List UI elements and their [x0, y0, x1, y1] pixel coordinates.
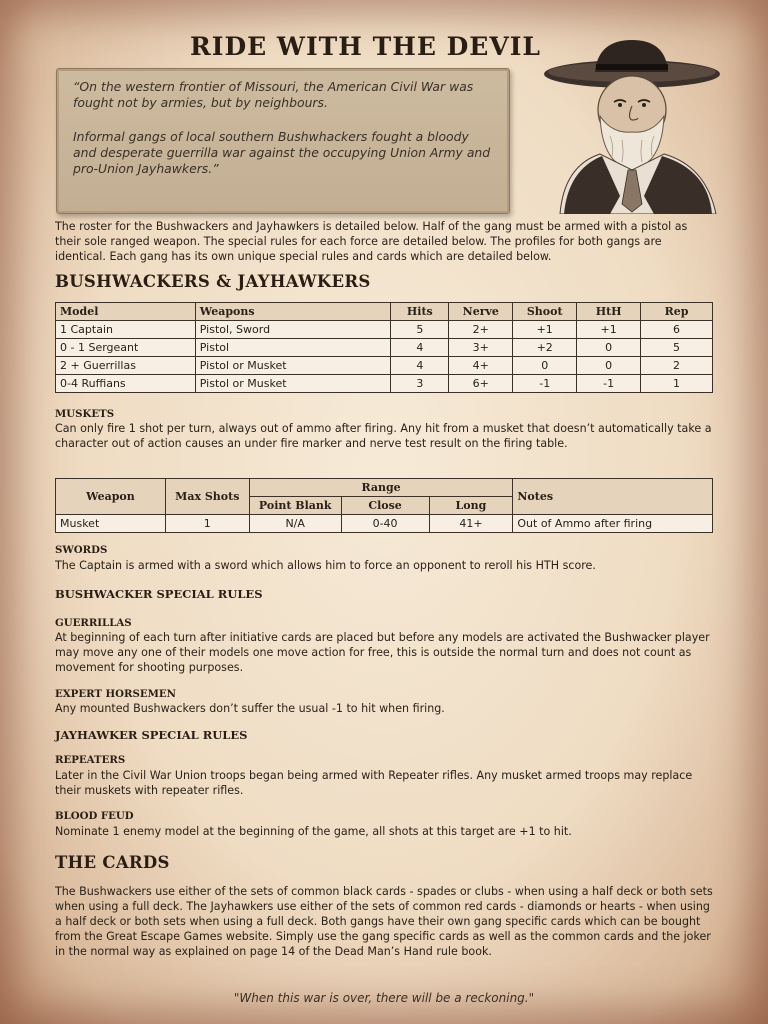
muskets-heading: MUSKETS	[55, 408, 115, 420]
cards-heading: THE CARDS	[55, 853, 170, 872]
roster-cell-model: 2 + Guerrillas	[56, 357, 196, 375]
roster-col-hits: Hits	[391, 303, 449, 321]
roster-cell-hth: 0	[577, 357, 641, 375]
roster-col-model: Model	[56, 303, 196, 321]
cards-text: The Bushwackers use either of the sets of common black cards - spades or clubs - when using a half deck or both sets when using a full deck. The Jayhawkers use either of the sets of common red cards - diamonds or hearts - when using a half deck or both sets when using a full deck. Both gangs have their own gang specific cards which can be bought from the Great Escape Games website. Simply use the gang specific cards as well as the common cards and the joker in the normal way as explained on page 14 of the Dead Man’s Hand rule book.	[55, 885, 713, 958]
quote-paragraph-1: “On the western frontier of Missouri, the American Civil War was fought not by armies, but by neighbours.	[73, 79, 474, 110]
jayhawker-rules-heading: JAYHAWKER SPECIAL RULES	[55, 728, 248, 742]
quote-box	[56, 68, 510, 214]
roster-cell-shoot: +2	[513, 339, 577, 357]
weapon-col-range: Range	[249, 479, 513, 497]
guerrillas-heading: GUERRILLAS	[55, 617, 132, 629]
weapon-col-close: Close	[341, 497, 429, 515]
roster-cell-hits: 3	[391, 375, 449, 393]
roster-cell-hth: +1	[577, 321, 641, 339]
swords-heading: SWORDS	[55, 544, 108, 556]
roster-cell-rep: 2	[641, 357, 713, 375]
weapon-header-row	[56, 479, 713, 497]
weapon-cell-weapon: Musket	[56, 515, 166, 533]
roster-cell-weapons: Pistol	[195, 339, 391, 357]
roster-cell-nerve: 2+	[449, 321, 513, 339]
weapon-cell-notes: Out of Ammo after firing	[513, 515, 713, 533]
blood-feud-heading: BLOOD FEUD	[55, 810, 134, 822]
weapon-col-long: Long	[429, 497, 513, 515]
roster-cell-weapons: Pistol or Musket	[195, 375, 391, 393]
quote-paragraph-2: Informal gangs of local southern Bushwhackers fought a bloody and desperate guerrilla war against the occupying Union Army and pro-Union Jayhawkers.”	[73, 129, 491, 176]
table-row	[56, 357, 713, 375]
guerrillas-text: At beginning of each turn after initiative cards are placed but before any models are activated the Bushwacker player may move any one of their models one move action for free, this is outside the normal turn and does not count as movement for shooting purposes.	[55, 631, 710, 674]
roster-table	[55, 302, 713, 393]
muskets-text: Can only fire 1 shot per turn, always out of ammo after firing. Any hit from a musket that doesn’t automatically take a character out of action causes an under fire marker and nerve test result on the firing table.	[55, 422, 712, 450]
bushwacker-rules-heading: BUSHWACKER SPECIAL RULES	[55, 587, 263, 601]
table-row	[56, 339, 713, 357]
roster-cell-model: 0 - 1 Sergeant	[56, 339, 196, 357]
roster-heading: BUSHWACKERS & JAYHAWKERS	[55, 272, 371, 291]
intro-paragraph: The roster for the Bushwackers and Jayhawkers is detailed below. Half of the gang must be armed with a pistol as their sole ranged weapon. The special rules for each force are detailed below. The profiles for both gangs are identical. Each gang has its own unique special rules and cards which are detailed below.	[55, 220, 688, 263]
roster-col-nerve: Nerve	[449, 303, 513, 321]
roster-col-shoot: Shoot	[513, 303, 577, 321]
roster-header-row	[56, 303, 713, 321]
roster-cell-model: 0-4 Ruffians	[56, 375, 196, 393]
swords-text: The Captain is armed with a sword which allows him to force an opponent to reroll his HTH score.	[55, 559, 596, 572]
weapon-cell-close: 0-40	[341, 515, 429, 533]
weapon-col-pointblank: Point Blank	[249, 497, 341, 515]
table-row	[56, 515, 713, 533]
weapon-col-maxshots: Max Shots	[165, 479, 249, 515]
roster-cell-hits: 4	[391, 339, 449, 357]
roster-cell-shoot: +1	[513, 321, 577, 339]
roster-cell-nerve: 3+	[449, 339, 513, 357]
roster-cell-shoot: -1	[513, 375, 577, 393]
weapon-col-weapon: Weapon	[56, 479, 166, 515]
roster-cell-model: 1 Captain	[56, 321, 196, 339]
roster-col-weapons: Weapons	[195, 303, 391, 321]
expert-horsemen-heading: EXPERT HORSEMEN	[55, 688, 176, 700]
roster-cell-nerve: 6+	[449, 375, 513, 393]
page-title: RIDE WITH THE DEVIL	[190, 32, 541, 61]
roster-cell-hth: 0	[577, 339, 641, 357]
roster-cell-rep: 5	[641, 339, 713, 357]
weapon-table	[55, 478, 713, 533]
repeaters-text: Later in the Civil War Union troops began being armed with Repeater rifles. Any musket armed troops may replace their muskets with repeater rifles.	[55, 769, 693, 797]
roster-cell-rep: 1	[641, 375, 713, 393]
footer-quote: "When this war is over, there will be a reckoning."	[233, 991, 535, 1005]
roster-cell-weapons: Pistol or Musket	[195, 357, 391, 375]
roster-cell-hits: 5	[391, 321, 449, 339]
roster-col-hth: HtH	[577, 303, 641, 321]
weapon-cell-long: 41+	[429, 515, 513, 533]
roster-cell-shoot: 0	[513, 357, 577, 375]
weapon-cell-pointblank: N/A	[249, 515, 341, 533]
roster-cell-rep: 6	[641, 321, 713, 339]
table-row	[56, 375, 713, 393]
repeaters-heading: REPEATERS	[55, 754, 126, 766]
roster-cell-nerve: 4+	[449, 357, 513, 375]
table-row	[56, 321, 713, 339]
blood-feud-text: Nominate 1 enemy model at the beginning of the game, all shots at this target are +1 to hit.	[55, 825, 572, 838]
weapon-cell-maxshots: 1	[165, 515, 249, 533]
roster-cell-hits: 4	[391, 357, 449, 375]
weapon-col-notes: Notes	[513, 479, 713, 515]
roster-cell-hth: -1	[577, 375, 641, 393]
bushwhacker-portrait-illustration	[540, 36, 736, 214]
roster-col-rep: Rep	[641, 303, 713, 321]
roster-cell-weapons: Pistol, Sword	[195, 321, 391, 339]
expert-horsemen-text: Any mounted Bushwackers don’t suffer the usual -1 to hit when firing.	[55, 702, 445, 715]
